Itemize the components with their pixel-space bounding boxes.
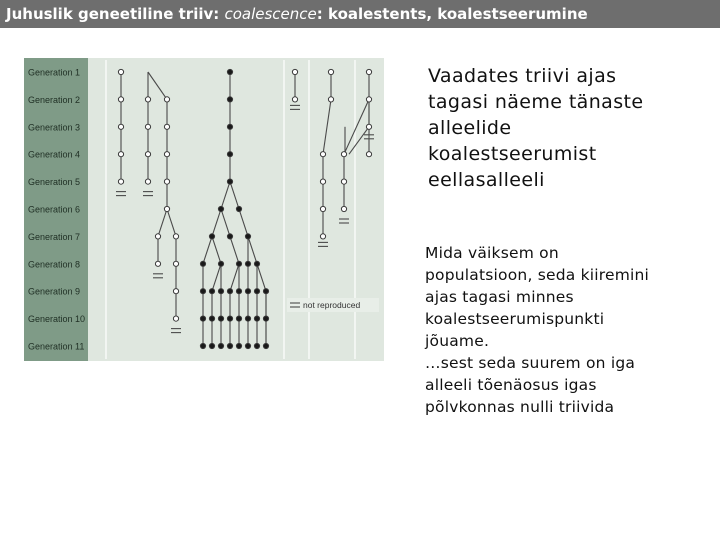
non-reproduced-node [173,316,178,321]
reproduced-node [227,316,232,321]
legend [287,298,379,312]
reproduced-node [254,261,259,266]
generation-label: Generation 5 [28,177,81,188]
reproduced-node [245,261,250,266]
reproduced-node [200,316,205,321]
non-reproduced-node [118,179,123,184]
reproduced-node [254,343,259,348]
reproduced-node [209,343,214,348]
legend-label: not reproduced [303,300,361,310]
reproduced-node [245,289,250,294]
main-text-line: Vaadates triivi ajas [428,65,617,87]
reproduced-node [218,316,223,321]
sub-text-line: põlvkonnas nulli triivida [425,398,615,416]
non-reproduced-node [173,261,178,266]
generation-label: Generation 10 [28,314,86,325]
generation-label: Generation 3 [28,122,81,133]
non-reproduced-node [164,152,169,157]
non-reproduced-node [164,124,169,129]
coalescence-figure [24,58,384,361]
reproduced-node [218,206,223,211]
sub-text [425,242,710,418]
reproduced-node [227,69,232,74]
reproduced-node [209,316,214,321]
generation-label: Generation 2 [28,94,81,105]
non-reproduced-node [164,179,169,184]
reproduced-node [245,234,250,239]
reproduced-node [200,261,205,266]
non-reproduced-node [320,206,325,211]
generation-label: Generation 4 [28,149,81,160]
reproduced-node [227,97,232,102]
non-reproduced-node [145,152,150,157]
non-reproduced-node [164,206,169,211]
reproduced-node [245,343,250,348]
main-text-line: eellasalleeli [428,169,545,191]
reproduced-node [254,289,259,294]
generation-label: Generation 11 [28,341,85,352]
reproduced-node [254,316,259,321]
sub-text-line: jõuame. [425,332,490,350]
reproduced-node [236,316,241,321]
non-reproduced-node [320,234,325,239]
non-reproduced-node [118,124,123,129]
reproduced-node [218,289,223,294]
non-reproduced-node [320,152,325,157]
non-reproduced-node [366,124,371,129]
non-reproduced-node [341,179,346,184]
title-part3: : koalestents, koalestseerumine [316,5,588,23]
non-reproduced-node [155,234,160,239]
generation-label: Generation 9 [28,286,81,297]
reproduced-node [263,343,268,348]
reproduced-node [200,343,205,348]
reproduced-node [227,124,232,129]
non-reproduced-node [173,234,178,239]
non-reproduced-node [145,124,150,129]
non-reproduced-node [145,97,150,102]
reproduced-node [200,289,205,294]
sub-text-line: populatsioon, seda kiiremini [425,266,650,284]
reproduced-node [227,343,232,348]
sub-text-line: koalestseerumispunkti [425,310,605,328]
generation-label: Generation 6 [28,204,81,215]
non-reproduced-node [173,289,178,294]
non-reproduced-node [366,152,371,157]
slide-title [0,0,720,28]
main-text-line: alleelide [428,117,512,139]
non-reproduced-node [320,179,325,184]
sub-text-line: …sest seda suurem on iga [425,354,636,372]
sub-text-line: Mida väiksem on [425,244,559,262]
reproduced-node [218,261,223,266]
title-part2: coalescence [224,5,317,23]
reproduced-node [209,234,214,239]
non-reproduced-node [164,97,169,102]
generation-label: Generation 1 [28,67,81,78]
non-reproduced-node [366,69,371,74]
non-reproduced-node [366,97,371,102]
main-text [428,63,708,193]
main-text-line: koalestseerumist [428,143,597,165]
reproduced-node [236,343,241,348]
reproduced-node [209,289,214,294]
reproduced-node [263,289,268,294]
non-reproduced-node [292,97,297,102]
reproduced-node [236,289,241,294]
non-reproduced-node [155,261,160,266]
main-text-line: tagasi näeme tänaste [428,91,644,113]
reproduced-node [227,234,232,239]
reproduced-node [236,206,241,211]
generation-label: Generation 8 [28,259,81,270]
reproduced-node [227,289,232,294]
non-reproduced-node [118,97,123,102]
title-part1: Juhuslik geneetiline triiv: [6,5,225,23]
non-reproduced-node [145,179,150,184]
non-reproduced-node [118,152,123,157]
sub-text-line: alleeli tõenäosus igas [425,376,597,394]
reproduced-node [245,316,250,321]
non-reproduced-node [292,69,297,74]
reproduced-node [227,179,232,184]
generation-label: Generation 7 [28,231,81,242]
non-reproduced-node [328,97,333,102]
sub-text-line: ajas tagasi minnes [425,288,574,306]
non-reproduced-node [341,152,346,157]
reproduced-node [263,316,268,321]
non-reproduced-node [328,69,333,74]
non-reproduced-node [341,206,346,211]
reproduced-node [218,343,223,348]
reproduced-node [227,152,232,157]
reproduced-node [236,261,241,266]
non-reproduced-node [118,69,123,74]
